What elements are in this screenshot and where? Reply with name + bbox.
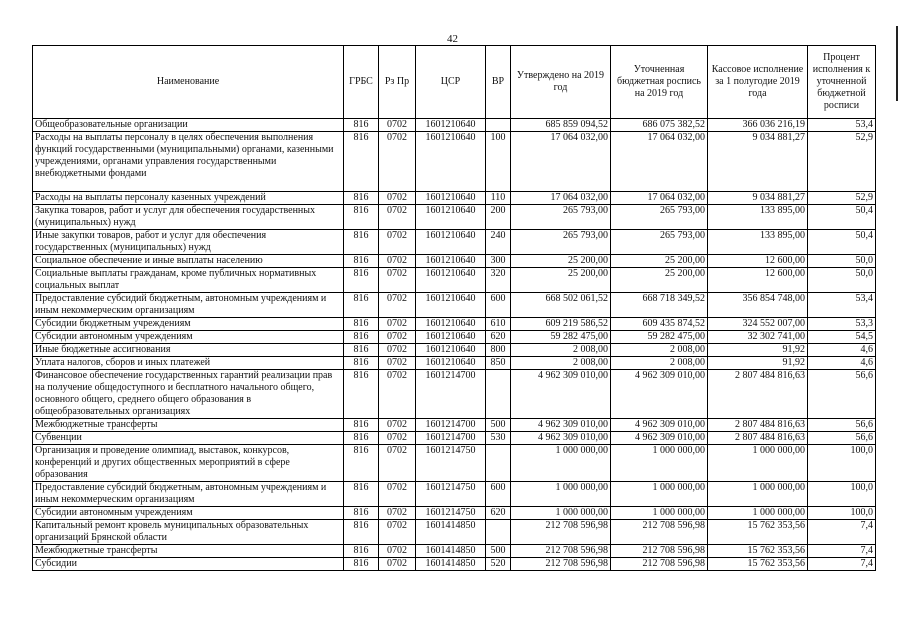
cell-percent: 4,6: [808, 344, 876, 357]
cell-refined: 2 008,00: [611, 344, 708, 357]
cell-cash: 32 302 741,00: [708, 331, 808, 344]
cell-refined: 212 708 596,98: [611, 545, 708, 558]
cell-refined: 1 000 000,00: [611, 482, 708, 507]
cell-csr: 1601210640: [416, 318, 486, 331]
cell-name: Социальное обеспечение и иные выплаты населению: [33, 255, 344, 268]
cell-rz-pr: 0702: [379, 230, 416, 255]
cell-approved: 1 000 000,00: [511, 445, 611, 482]
cell-name: Расходы на выплаты персоналу в целях обеспечения выполнения функций государственными (муниципальными) органами, казенными учреждениями, органами управления государственными внебюджетными фондами: [33, 132, 344, 192]
page-number: 42: [447, 33, 458, 45]
cell-csr: 1601214750: [416, 445, 486, 482]
table-row: [33, 255, 876, 268]
cell-grbs: 816: [344, 205, 379, 230]
cell-name: Организация и проведение олимпиад, выставок, конкурсов, конференций и других общественных мероприятий в сфере образования: [33, 445, 344, 482]
table-row: [33, 344, 876, 357]
cell-percent: 100,0: [808, 445, 876, 482]
cell-name: Субсидии автономным учреждениям: [33, 507, 344, 520]
header-cash: Кассовое исполнение за 1 полугодие 2019 года: [708, 46, 808, 119]
cell-cash: 15 762 353,56: [708, 520, 808, 545]
cell-percent: 54,5: [808, 331, 876, 344]
header-rz-pr: Рз Пр: [379, 46, 416, 119]
cell-vr: 110: [486, 192, 511, 205]
cell-csr: 1601414850: [416, 545, 486, 558]
cell-cash: 9 034 881,27: [708, 192, 808, 205]
cell-approved: 25 200,00: [511, 255, 611, 268]
cell-name: Субвенции: [33, 432, 344, 445]
cell-rz-pr: 0702: [379, 318, 416, 331]
cell-rz-pr: 0702: [379, 558, 416, 571]
cell-approved: 1 000 000,00: [511, 482, 611, 507]
cell-name: Межбюджетные трансферты: [33, 545, 344, 558]
table-row: [33, 482, 876, 507]
cell-percent: 53,4: [808, 293, 876, 318]
cell-refined: 59 282 475,00: [611, 331, 708, 344]
cell-refined: 4 962 309 010,00: [611, 419, 708, 432]
cell-name: Капитальный ремонт кровель муниципальных образовательных организаций Брянской области: [33, 520, 344, 545]
cell-grbs: 816: [344, 192, 379, 205]
cell-approved: 2 008,00: [511, 344, 611, 357]
cell-rz-pr: 0702: [379, 520, 416, 545]
cell-vr: 600: [486, 293, 511, 318]
cell-percent: 7,4: [808, 545, 876, 558]
cell-csr: 1601210640: [416, 230, 486, 255]
cell-rz-pr: 0702: [379, 205, 416, 230]
cell-cash: 133 895,00: [708, 205, 808, 230]
cell-percent: 56,6: [808, 432, 876, 445]
cell-vr: [486, 370, 511, 419]
cell-rz-pr: 0702: [379, 192, 416, 205]
cell-vr: 620: [486, 507, 511, 520]
cell-grbs: 816: [344, 268, 379, 293]
cell-refined: 212 708 596,98: [611, 558, 708, 571]
cell-approved: 2 008,00: [511, 357, 611, 370]
cell-rz-pr: 0702: [379, 132, 416, 192]
table-header-row: [33, 46, 876, 119]
cell-csr: 1601210640: [416, 132, 486, 192]
cell-rz-pr: 0702: [379, 432, 416, 445]
table-row: [33, 293, 876, 318]
cell-rz-pr: 0702: [379, 293, 416, 318]
cell-percent: 53,4: [808, 119, 876, 132]
cell-csr: 1601210640: [416, 357, 486, 370]
cell-cash: 324 552 007,00: [708, 318, 808, 331]
cell-csr: 1601210640: [416, 192, 486, 205]
header-vr: ВР: [486, 46, 511, 119]
cell-rz-pr: 0702: [379, 545, 416, 558]
cell-approved: 1 000 000,00: [511, 507, 611, 520]
cell-grbs: 816: [344, 230, 379, 255]
cell-approved: 4 962 309 010,00: [511, 370, 611, 419]
header-name: Наименование: [33, 46, 344, 119]
cell-grbs: 816: [344, 507, 379, 520]
cell-cash: 12 600,00: [708, 255, 808, 268]
cell-refined: 17 064 032,00: [611, 132, 708, 192]
cell-refined: 17 064 032,00: [611, 192, 708, 205]
cell-vr: 500: [486, 419, 511, 432]
cell-cash: 2 807 484 816,63: [708, 432, 808, 445]
cell-cash: 366 036 216,19: [708, 119, 808, 132]
cell-vr: 620: [486, 331, 511, 344]
cell-approved: 668 502 061,52: [511, 293, 611, 318]
cell-grbs: 816: [344, 558, 379, 571]
cell-cash: 91,92: [708, 357, 808, 370]
cell-csr: 1601210640: [416, 268, 486, 293]
cell-csr: 1601210640: [416, 331, 486, 344]
cell-cash: 9 034 881,27: [708, 132, 808, 192]
cell-percent: 52,9: [808, 132, 876, 192]
table-row: [33, 545, 876, 558]
cell-cash: 1 000 000,00: [708, 507, 808, 520]
cell-grbs: 816: [344, 318, 379, 331]
cell-grbs: 816: [344, 119, 379, 132]
cell-rz-pr: 0702: [379, 482, 416, 507]
cell-grbs: 816: [344, 482, 379, 507]
cell-approved: 25 200,00: [511, 268, 611, 293]
cell-refined: 212 708 596,98: [611, 520, 708, 545]
cell-refined: 2 008,00: [611, 357, 708, 370]
cell-percent: 7,4: [808, 520, 876, 545]
cell-cash: 1 000 000,00: [708, 445, 808, 482]
cell-refined: 25 200,00: [611, 255, 708, 268]
cell-cash: 91,92: [708, 344, 808, 357]
cell-vr: 320: [486, 268, 511, 293]
cell-percent: 52,9: [808, 192, 876, 205]
cell-approved: 17 064 032,00: [511, 192, 611, 205]
cell-csr: 1601414850: [416, 558, 486, 571]
cell-rz-pr: 0702: [379, 370, 416, 419]
cell-refined: 265 793,00: [611, 230, 708, 255]
cell-rz-pr: 0702: [379, 507, 416, 520]
cell-percent: 100,0: [808, 507, 876, 520]
cell-vr: 600: [486, 482, 511, 507]
cell-csr: 1601210640: [416, 293, 486, 318]
table-row: [33, 520, 876, 545]
cell-csr: 1601210640: [416, 344, 486, 357]
table-row: [33, 432, 876, 445]
cell-csr: 1601214750: [416, 507, 486, 520]
cell-rz-pr: 0702: [379, 331, 416, 344]
cell-name: Общеобразовательные организации: [33, 119, 344, 132]
cell-name: Социальные выплаты гражданам, кроме публичных нормативных социальных выплат: [33, 268, 344, 293]
cell-grbs: 816: [344, 344, 379, 357]
table-row: [33, 419, 876, 432]
header-approved: Утверждено на 2019 год: [511, 46, 611, 119]
cell-refined: 4 962 309 010,00: [611, 432, 708, 445]
cell-rz-pr: 0702: [379, 255, 416, 268]
cell-rz-pr: 0702: [379, 268, 416, 293]
cell-cash: 1 000 000,00: [708, 482, 808, 507]
cell-refined: 1 000 000,00: [611, 445, 708, 482]
cell-approved: 4 962 309 010,00: [511, 419, 611, 432]
cell-refined: 4 962 309 010,00: [611, 370, 708, 419]
table-row: [33, 268, 876, 293]
cell-vr: 200: [486, 205, 511, 230]
table-row: [33, 507, 876, 520]
cell-grbs: 816: [344, 445, 379, 482]
cell-vr: 500: [486, 545, 511, 558]
cell-grbs: 816: [344, 331, 379, 344]
cell-csr: 1601210640: [416, 205, 486, 230]
cell-cash: 2 807 484 816,63: [708, 419, 808, 432]
table-row: [33, 331, 876, 344]
cell-grbs: 816: [344, 419, 379, 432]
cell-name: Субсидии бюджетным учреждениям: [33, 318, 344, 331]
cell-cash: 15 762 353,56: [708, 558, 808, 571]
cell-percent: 56,6: [808, 419, 876, 432]
cell-grbs: 816: [344, 370, 379, 419]
cell-percent: 53,3: [808, 318, 876, 331]
cell-percent: 7,4: [808, 558, 876, 571]
cell-approved: 265 793,00: [511, 230, 611, 255]
cell-cash: 356 854 748,00: [708, 293, 808, 318]
cell-name: Финансовое обеспечение государственных гарантий реализации прав на получение общедоступного и бесплатного начального общего, основного общего, среднего общего образования в общеобразовательных организациях: [33, 370, 344, 419]
cell-csr: 1601210640: [416, 119, 486, 132]
cell-percent: 50,4: [808, 205, 876, 230]
header-csr: ЦСР: [416, 46, 486, 119]
cell-vr: [486, 445, 511, 482]
table-row: [33, 132, 876, 192]
cell-grbs: 816: [344, 293, 379, 318]
table-row: [33, 230, 876, 255]
cell-vr: 240: [486, 230, 511, 255]
table-row: [33, 205, 876, 230]
cell-name: Иные бюджетные ассигнования: [33, 344, 344, 357]
cell-refined: 25 200,00: [611, 268, 708, 293]
cell-refined: 686 075 382,52: [611, 119, 708, 132]
cell-grbs: 816: [344, 545, 379, 558]
cell-approved: 685 859 094,52: [511, 119, 611, 132]
cell-approved: 212 708 596,98: [511, 520, 611, 545]
budget-execution-table: [32, 45, 876, 571]
cell-name: Закупка товаров, работ и услуг для обеспечения государственных (муниципальных) нужд: [33, 205, 344, 230]
cell-vr: [486, 520, 511, 545]
cell-percent: 50,0: [808, 255, 876, 268]
cell-percent: 100,0: [808, 482, 876, 507]
cell-approved: 265 793,00: [511, 205, 611, 230]
table-row: [33, 318, 876, 331]
cell-csr: 1601414850: [416, 520, 486, 545]
cell-rz-pr: 0702: [379, 445, 416, 482]
cell-csr: 1601214700: [416, 370, 486, 419]
table-row: [33, 192, 876, 205]
cell-grbs: 816: [344, 132, 379, 192]
cell-name: Уплата налогов, сборов и иных платежей: [33, 357, 344, 370]
cell-percent: 4,6: [808, 357, 876, 370]
cell-approved: 609 219 586,52: [511, 318, 611, 331]
cell-vr: 610: [486, 318, 511, 331]
cell-vr: [486, 119, 511, 132]
cell-csr: 1601214700: [416, 419, 486, 432]
table-row: [33, 445, 876, 482]
cell-vr: 800: [486, 344, 511, 357]
cell-name: Предоставление субсидий бюджетным, автономным учреждениям и иным некоммерческим организациям: [33, 482, 344, 507]
table-row: [33, 370, 876, 419]
cell-percent: 56,6: [808, 370, 876, 419]
table-row: [33, 119, 876, 132]
table-row: [33, 357, 876, 370]
table-body: [33, 119, 876, 571]
cell-name: Субсидии автономным учреждениям: [33, 331, 344, 344]
cell-rz-pr: 0702: [379, 119, 416, 132]
cell-grbs: 816: [344, 357, 379, 370]
cell-vr: 520: [486, 558, 511, 571]
scan-edge-mark: [896, 26, 898, 101]
cell-grbs: 816: [344, 255, 379, 268]
cell-rz-pr: 0702: [379, 357, 416, 370]
cell-approved: 17 064 032,00: [511, 132, 611, 192]
cell-refined: 265 793,00: [611, 205, 708, 230]
cell-name: Иные закупки товаров, работ и услуг для обеспечения государственных (муниципальных) нужд: [33, 230, 344, 255]
cell-cash: 133 895,00: [708, 230, 808, 255]
cell-approved: 212 708 596,98: [511, 545, 611, 558]
cell-csr: 1601214700: [416, 432, 486, 445]
cell-approved: 4 962 309 010,00: [511, 432, 611, 445]
header-grbs: ГРБС: [344, 46, 379, 119]
cell-name: Субсидии: [33, 558, 344, 571]
table-row: [33, 558, 876, 571]
cell-percent: 50,0: [808, 268, 876, 293]
cell-csr: 1601210640: [416, 255, 486, 268]
cell-cash: 2 807 484 816,63: [708, 370, 808, 419]
cell-name: Предоставление субсидий бюджетным, автономным учреждениям и иным некоммерческим организациям: [33, 293, 344, 318]
cell-refined: 609 435 874,52: [611, 318, 708, 331]
cell-rz-pr: 0702: [379, 344, 416, 357]
cell-percent: 50,4: [808, 230, 876, 255]
cell-refined: 668 718 349,52: [611, 293, 708, 318]
cell-vr: 300: [486, 255, 511, 268]
cell-vr: 850: [486, 357, 511, 370]
cell-name: Межбюджетные трансферты: [33, 419, 344, 432]
cell-rz-pr: 0702: [379, 419, 416, 432]
cell-grbs: 816: [344, 432, 379, 445]
header-refined: Уточненная бюджетная роспись на 2019 год: [611, 46, 708, 119]
cell-vr: 100: [486, 132, 511, 192]
cell-name: Расходы на выплаты персоналу казенных учреждений: [33, 192, 344, 205]
cell-approved: 212 708 596,98: [511, 558, 611, 571]
cell-refined: 1 000 000,00: [611, 507, 708, 520]
cell-grbs: 816: [344, 520, 379, 545]
cell-csr: 1601214750: [416, 482, 486, 507]
cell-vr: 530: [486, 432, 511, 445]
cell-cash: 12 600,00: [708, 268, 808, 293]
cell-cash: 15 762 353,56: [708, 545, 808, 558]
cell-approved: 59 282 475,00: [511, 331, 611, 344]
header-percent: Процент исполнения к уточненной бюджетной росписи: [808, 46, 876, 119]
